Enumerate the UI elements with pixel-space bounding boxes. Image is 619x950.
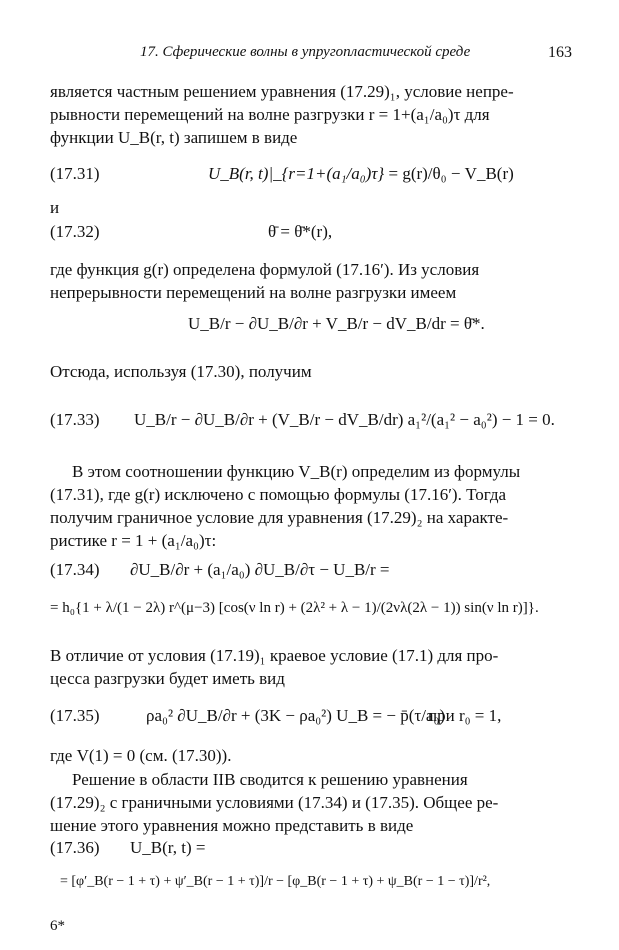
paragraph-3 bbox=[50, 360, 570, 383]
equation-number: (17.33) bbox=[50, 410, 100, 429]
equation-17-34-line-2: = h₀{1 + λ/(1 − 2λ) r^(μ−3) [cos(ν ln r) + (2λ² + λ − 1)/(2νλ(2λ − 1)) sin(ν ln r)]}. bbox=[50, 600, 539, 616]
conjunction: и bbox=[50, 198, 60, 217]
equation-17-34-line-1: ∂U_B/∂r + (a₁/a₀) ∂U_B/∂τ − U_B/r = bbox=[130, 560, 390, 579]
text-line: где V(1) = 0 (см. (17.30)). bbox=[50, 746, 232, 765]
paragraph-4 bbox=[50, 460, 570, 552]
text-line: непрерывности перемещений на волне разгрузки имеем bbox=[50, 283, 457, 302]
equation-17-33: U_B/r − ∂U_B/∂r + (V_B/r − dV_B/dr) a₁²/(a₁² − a₀²) − 1 = 0. bbox=[134, 410, 555, 429]
text-line: ристике r = 1 + (a₁/a₀)τ: bbox=[50, 531, 217, 550]
equation-lhs: U_B(r, t)|_{r=1+(a₁/a₀)τ} bbox=[208, 164, 385, 183]
paragraph-5 bbox=[50, 644, 570, 690]
text-line: где функция g(r) определена формулой (17.16′). Из условия bbox=[50, 260, 480, 279]
text-line: (17.29)₂ с граничными условиями (17.34) и (17.35). Общее ре- bbox=[50, 793, 499, 812]
text-line: Решение в области IIB сводится к решению уравнения bbox=[72, 770, 468, 789]
text-line: В этом соотношении функцию V_B(r) определим из формулы bbox=[72, 462, 521, 481]
equation-rhs: g(r)/θ₀ − V_B(r) bbox=[402, 164, 514, 183]
paragraph-7 bbox=[50, 768, 570, 837]
text-line: рывности перемещений на волне разгрузки r = 1+(a₁/a₀)τ для bbox=[50, 105, 490, 124]
text-line: функции U_B(r, t) запишем в виде bbox=[50, 128, 298, 147]
equation-number: (17.31) bbox=[50, 164, 100, 183]
equation-unnumbered: U_B/r − ∂U_B/∂r + V_B/r − dV_B/dr = θ̄*. bbox=[188, 314, 485, 333]
page-number: 163 bbox=[548, 44, 572, 61]
text-line: является частным решением уравнения (17.29)₁, условие непре- bbox=[50, 82, 514, 101]
paragraph-1 bbox=[50, 80, 570, 149]
paragraph-2 bbox=[50, 258, 570, 304]
equation-number: (17.35) bbox=[50, 706, 100, 725]
equation-17-31: U_B(r, t)|_{r=1+(a₁/a₀)τ} = g(r)/θ₀ − V_B(r) bbox=[208, 164, 514, 183]
equation-17-35: ρa₀² ∂U_B/∂r + (3K − ρa₀²) U_B = − p̄(τ/a₀) bbox=[146, 706, 446, 725]
equation-17-36-line-2: = [φ′_B(r − 1 + τ) + ψ′_B(r − 1 + τ)]/r − [φ_B(r − 1 + τ) + ψ_B(r − 1 − τ)]/r², bbox=[60, 874, 491, 889]
equation-17-32: θ̄ = θ̄*(r), bbox=[268, 222, 333, 241]
equation-17-35-condition: при r₀ = 1, bbox=[428, 706, 502, 725]
running-header-title: 17. Сферические волны в упругопластической среде bbox=[140, 44, 471, 60]
text-line: (17.31), где g(r) исключено с помощью формулы (17.16′). Тогда bbox=[50, 485, 507, 504]
signature-mark: 6* bbox=[50, 918, 65, 934]
equation-number: (17.32) bbox=[50, 222, 100, 241]
equation-number: (17.34) bbox=[50, 560, 100, 579]
text-line: цесса разгрузки будет иметь вид bbox=[50, 669, 285, 688]
text-line: получим граничное условие для уравнения (17.29)₂ на характе- bbox=[50, 508, 509, 527]
paragraph-6 bbox=[50, 744, 570, 767]
text-line: Отсюда, используя (17.30), получим bbox=[50, 362, 312, 381]
text-line: В отличие от условия (17.19)₁ краевое условие (17.1) для про- bbox=[50, 646, 499, 665]
equation-17-36-line-1: U_B(r, t) = bbox=[130, 838, 206, 857]
text-line: шение этого уравнения можно представить в виде bbox=[50, 816, 414, 835]
equation-number: (17.36) bbox=[50, 838, 100, 857]
